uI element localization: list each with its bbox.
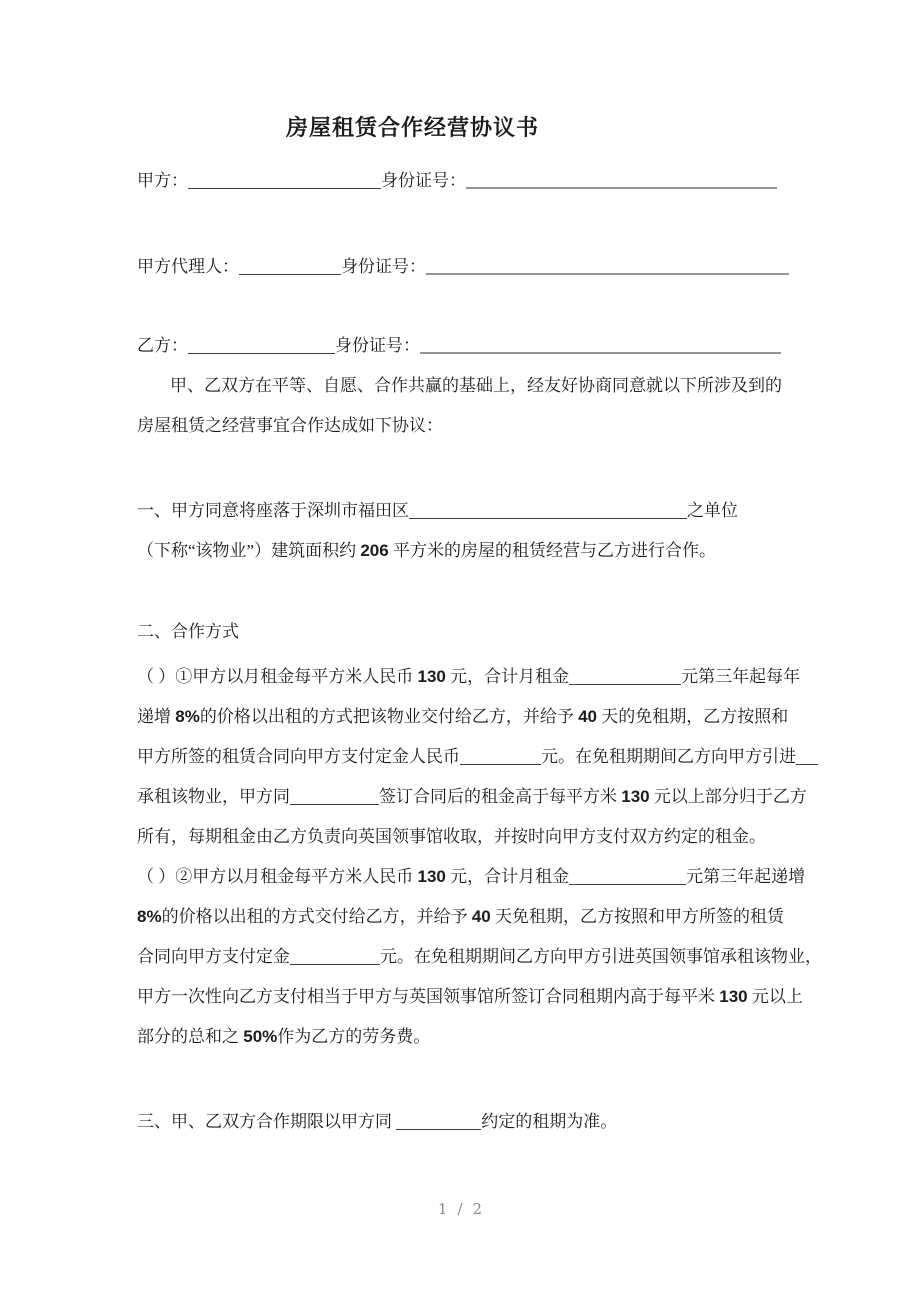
bold-number: 40 <box>578 707 597 726</box>
blank-underline-field <box>188 337 335 354</box>
bold-number: 206 <box>360 541 389 560</box>
blank-underline-field <box>409 502 687 519</box>
indent-spacer <box>137 390 170 391</box>
bold-number: 130 <box>621 787 650 806</box>
blank-underline-field <box>290 788 379 805</box>
text-segment: 元，合计月租金 <box>445 867 570 886</box>
text-segment: 身份证号： <box>335 336 420 355</box>
blank-underline-field <box>239 258 341 275</box>
document-title: 房屋租赁合作经营协议书 <box>285 115 539 140</box>
text-segment: 身份证号： <box>381 171 466 190</box>
bold-number: 8% <box>175 707 200 726</box>
text-segment: 天免租期，乙方按照和甲方所签的租赁 <box>490 907 784 926</box>
text-segment: 元。在免租期期间乙方向甲方引进 <box>541 747 796 766</box>
text-segment: 签订合同后的租金高于每平方米 <box>379 787 622 806</box>
blank-underline-field <box>569 868 686 885</box>
text-line <box>137 897 784 937</box>
text-segment: 二、合作方式 <box>137 622 239 641</box>
text-line <box>137 406 780 446</box>
blank-underline-field <box>460 748 541 765</box>
blank-underline-field <box>420 337 781 354</box>
page-footer <box>0 1200 920 1218</box>
text-line <box>137 1102 780 1142</box>
text-segment: （下称“该物业”）建筑面积约 <box>137 541 361 560</box>
text-segment: 元第三年起每年 <box>681 667 801 686</box>
bold-number: 130 <box>719 987 748 1006</box>
text-line <box>137 247 780 287</box>
text-line <box>137 1017 780 1057</box>
text-segment: 房屋租赁之经营事宜合作达成如下协议： <box>137 416 443 435</box>
text-segment: 甲、乙双方在平等、自愿、合作共赢的基础上，经友好协商同意就以下所涉及到的 <box>170 376 782 395</box>
text-line <box>137 857 806 897</box>
text-segment: 元。在免租期期间乙方向甲方引进英国领事馆承租该物业， <box>380 947 822 966</box>
party-a-agent-line <box>137 247 780 287</box>
bold-number: 8% <box>137 907 162 926</box>
section-three-paragraph <box>137 1102 780 1142</box>
text-line <box>137 937 822 977</box>
text-segment: 约定的租期为准。 <box>481 1112 618 1131</box>
text-segment: 承租该物业，甲方同 <box>137 787 290 806</box>
text-segment: 的价格以出租的方式把该物业交付给乙方，并给予 <box>199 707 579 726</box>
text-segment: 的价格以出租的方式交付给乙方，并给予 <box>161 907 472 926</box>
text-line <box>137 777 807 817</box>
blank-underline-field <box>426 258 789 275</box>
text-segment: 身份证号： <box>341 257 426 276</box>
bold-number: 50% <box>243 1027 278 1046</box>
bold-number: 130 <box>417 667 446 686</box>
option-two-paragraph <box>137 857 822 1057</box>
text-line <box>137 657 801 697</box>
text-segment: 天的免租期，乙方按照和 <box>597 707 789 726</box>
text-segment: 平方米的房屋的租赁经营与乙方进行合作。 <box>388 541 716 560</box>
blank-underline-field <box>396 1113 481 1130</box>
text-segment: 甲方所签的租赁合同向甲方支付定金人民币 <box>137 747 460 766</box>
blank-underline-field <box>188 172 381 189</box>
text-segment: 部分的总和之 <box>137 1027 244 1046</box>
text-line <box>137 697 789 737</box>
section-two-header <box>137 612 780 652</box>
section-one-paragraph <box>137 491 780 571</box>
current-page-number: 1 <box>437 1200 448 1218</box>
blank-underline-field <box>796 748 818 765</box>
blank-underline-field <box>569 668 681 685</box>
intro-paragraph <box>137 366 780 446</box>
text-line <box>137 531 780 571</box>
text-segment: 甲方一次性向乙方支付相当于甲方与英国领事馆所签订合同租期内高于每平米 <box>137 987 720 1006</box>
text-segment: （ ）②甲方以月租金每平方米人民币 <box>137 867 418 886</box>
text-segment: 元以上 <box>747 987 803 1006</box>
bold-number: 130 <box>417 867 446 886</box>
text-segment: 甲方： <box>137 171 188 190</box>
text-segment: 乙方： <box>137 336 188 355</box>
text-segment: 一、甲方同意将座落于深圳市福田区 <box>137 501 409 520</box>
text-segment: 甲方代理人： <box>137 257 239 276</box>
text-segment: 元以上部分归于乙方 <box>649 787 807 806</box>
text-line <box>137 366 780 406</box>
party-a-line <box>137 161 780 201</box>
text-line <box>137 977 803 1017</box>
option-one-paragraph <box>137 657 807 857</box>
text-segment: 元，合计月租金 <box>445 667 570 686</box>
bold-number: 40 <box>471 907 491 926</box>
text-segment: 递增 <box>137 707 176 726</box>
text-segment: 所有，每期租金由乙方负责向英国领事馆收取，并按时向甲方支付双方约定的租金。 <box>137 827 766 846</box>
text-line <box>137 326 780 366</box>
total-pages: 2 <box>472 1200 483 1218</box>
text-line <box>137 817 780 857</box>
text-segment: 作为乙方的劳务费。 <box>277 1027 431 1046</box>
blank-underline-field <box>290 948 380 965</box>
text-line <box>137 737 796 777</box>
document-content <box>137 0 822 1142</box>
text-segment: （ ）①甲方以月租金每平方米人民币 <box>137 667 418 686</box>
section-two <box>137 612 822 1057</box>
page-number-separator: / <box>457 1200 463 1218</box>
text-line <box>137 491 780 531</box>
text-line <box>137 161 780 201</box>
text-segment: 之单位 <box>687 501 738 520</box>
text-segment: 合同向甲方支付定金 <box>137 947 290 966</box>
text-line <box>137 612 780 652</box>
text-segment: 三、甲、乙双方合作期限以甲方同 <box>137 1112 397 1131</box>
party-b-line <box>137 326 780 366</box>
text-segment: 元第三年起递增 <box>686 867 806 886</box>
blank-underline-field <box>466 172 777 189</box>
